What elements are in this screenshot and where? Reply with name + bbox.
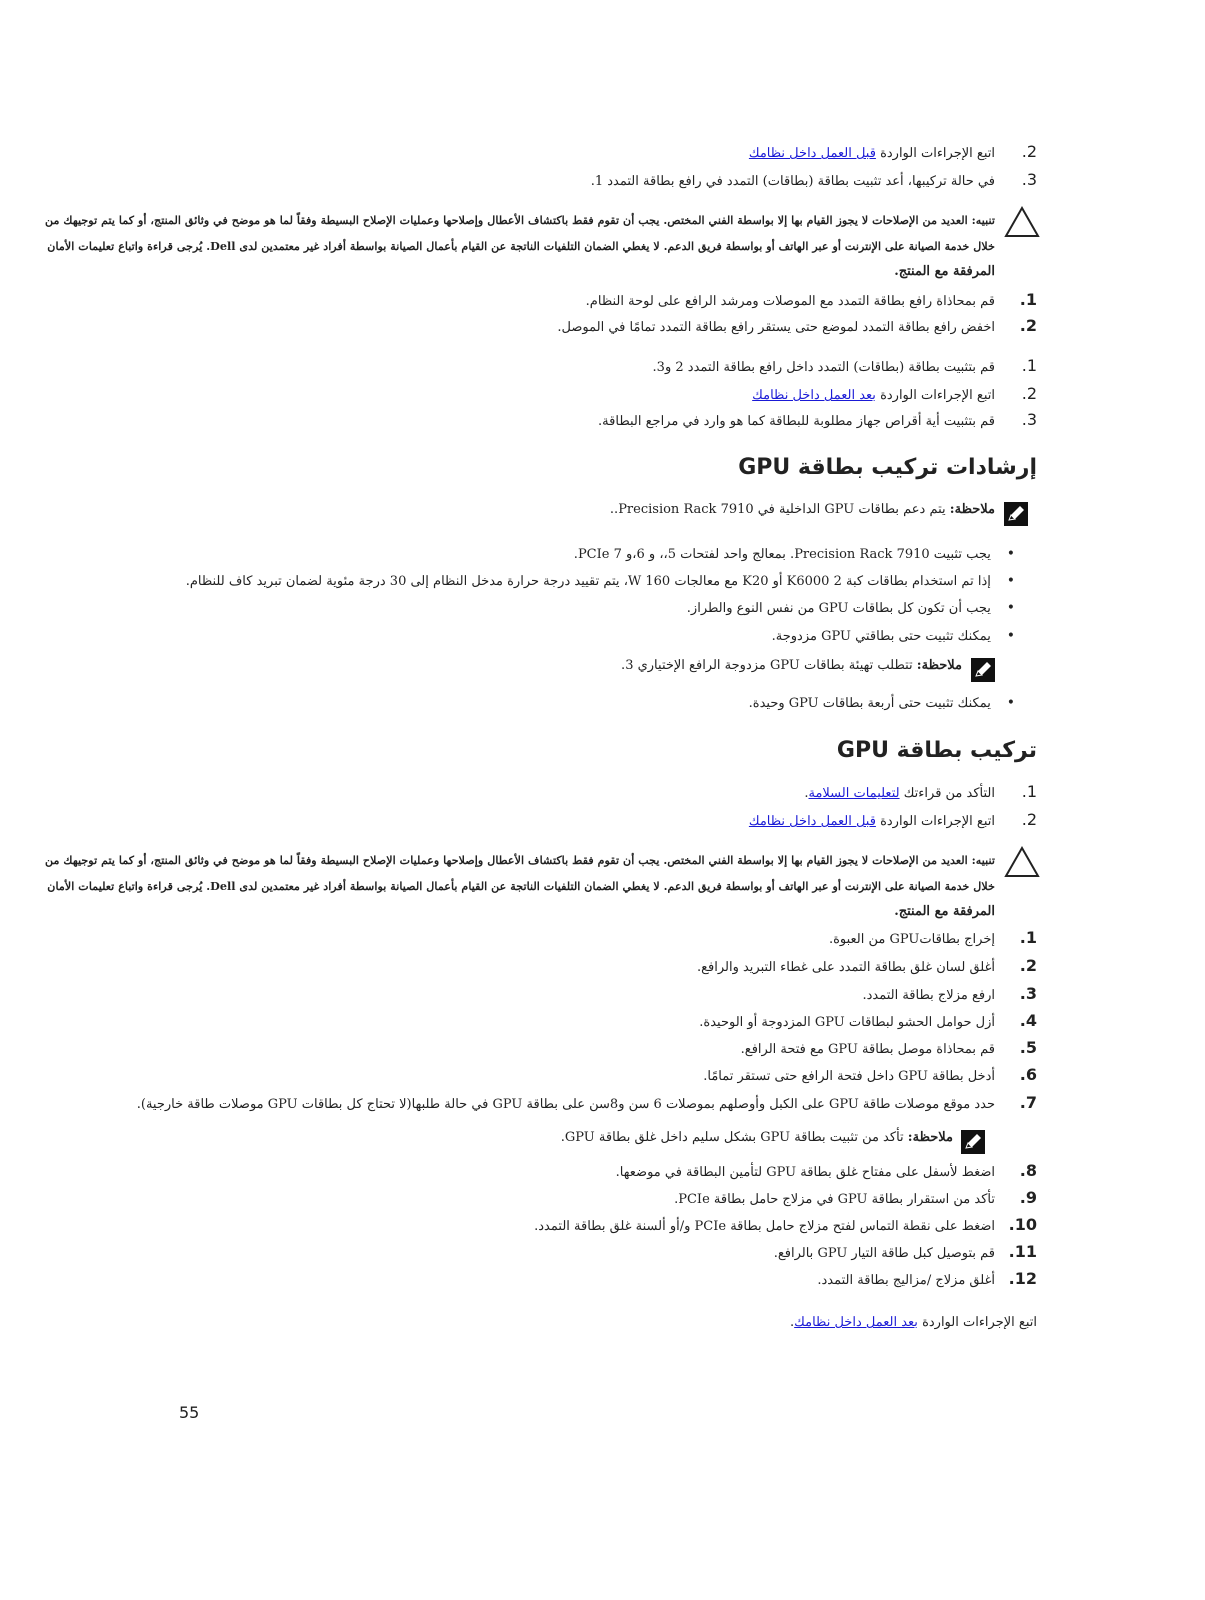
note-text: تتطلب تهيئة بطاقات GPU مزدوجة الرافع الإختياري 3. xyxy=(621,658,913,673)
step-text: قم بتوصيل كبل طاقة التيار GPU بالرافع. xyxy=(773,1246,995,1261)
step-text: أغلق لسان غلق بطاقة التمدد على غطاء التبريد والرافع. xyxy=(696,960,995,975)
bullet-dot: • xyxy=(1006,695,1015,711)
step-number: 1. xyxy=(1019,928,1037,947)
caution-line: المرفقة مع المنتج. xyxy=(894,904,995,919)
note-label: ملاحظة: xyxy=(907,1130,953,1145)
bullet-item xyxy=(749,692,1015,715)
note-pencil-icon xyxy=(1003,501,1029,527)
step-number: 9. xyxy=(1019,1188,1037,1207)
step-item xyxy=(598,409,1037,433)
step-number: 1. xyxy=(1021,356,1037,375)
step-number: 8. xyxy=(1019,1161,1037,1180)
note-line xyxy=(621,653,962,679)
step-item xyxy=(674,1187,1037,1211)
step-number: 1. xyxy=(1021,782,1037,801)
step-number: 6. xyxy=(1019,1065,1037,1084)
step-text: قم بمحاذاة رافع بطاقة التمدد مع الموصلات ومرشد الرافع على لوحة النظام. xyxy=(585,294,995,309)
section-heading: تركيب بطاقة GPU xyxy=(836,738,1037,763)
step-number: 10. xyxy=(1008,1215,1037,1234)
section-heading: إرشادات تركيب بطاقة GPU xyxy=(738,455,1037,480)
step-text: التأكد من قراءتك لتعليمات السلامة. xyxy=(804,786,995,801)
link-after-working[interactable]: بعد العمل داخل نظامك xyxy=(752,388,876,403)
bullet-text: يمكنك تثبيت حتى بطاقتي GPU مزدوجة. xyxy=(771,629,991,644)
step-text: اخفض رافع بطاقة التمدد لموضع حتى يستقر رافع بطاقة التمدد تمامًا في الموصل. xyxy=(557,320,995,335)
link-after-working[interactable]: بعد العمل داخل نظامك xyxy=(794,1315,918,1330)
step-text: اتبع الإجراءات الواردة قبل العمل داخل نظامك xyxy=(748,814,995,829)
bullet-item xyxy=(772,625,1015,648)
step-text: في حالة تركيبها، أعد تثبيت بطاقة (بطاقات) التمدد في رافع بطاقة التمدد 1. xyxy=(590,174,995,189)
step-item xyxy=(829,927,1037,951)
caution-line: تنبيه: العديد من الإصلاحات لا يجوز القيام بها إلا بواسطة الفني المختص. يجب أن تقوم فقط باكتشاف الأعطال وإصلاحها وعمليات الإصلاح البسيطة وفقاً لما هو موضح في وثائق المنتج، أو كما يتم توجيهك من xyxy=(45,213,995,227)
step-item xyxy=(557,315,1037,339)
step-number: 2. xyxy=(1019,316,1037,335)
step-item xyxy=(591,169,1037,193)
step-number: 2. xyxy=(1021,384,1037,403)
step-text: اضغط على نقطة التماس لفتح مزلاج حامل بطاقة PCIe و/أو ألسنة غلق بطاقة التمدد. xyxy=(534,1219,995,1234)
step-text: قم بمحاذاة موصل بطاقة GPU مع فتحة الرافع. xyxy=(740,1042,995,1057)
note-pencil-icon xyxy=(970,657,996,683)
caution-line: خلال خدمة الصيانة على الإنترنت أو عبر الهاتف أو بواسطة فريق الدعم. لا يغطي الضمان التلفيات الناتجة عن القيام بأعمال الصيانة بواسطة أفراد غير معتمدين لدى Dell. يُرجى قراءة واتباع تعليمات الأمان xyxy=(47,239,995,253)
note-pencil-icon xyxy=(960,1129,986,1155)
step-text: أغلق مزلاج /مزاليج بطاقة التمدد. xyxy=(817,1273,995,1288)
bullet-item xyxy=(574,543,1015,566)
note-label: ملاحظة: xyxy=(949,502,995,517)
step-text: قم بتثبيت بطاقة (بطاقات) التمدد داخل رافع بطاقة التمدد 2 و3. xyxy=(652,360,995,375)
step-number: 5. xyxy=(1019,1038,1037,1057)
step-number: 3. xyxy=(1021,410,1037,429)
bullet-item xyxy=(186,570,1015,593)
step-text: أدخل بطاقة GPU داخل فتحة الرافع حتى تستقر تمامًا. xyxy=(703,1069,995,1084)
note-label: ملاحظة: xyxy=(916,658,962,673)
step-item xyxy=(699,1010,1037,1034)
step-text: اضغط لأسفل على مفتاح غلق بطاقة GPU لتأمين البطاقة في موضعها. xyxy=(615,1165,995,1180)
caution-line: تنبيه: العديد من الإصلاحات لا يجوز القيام بها إلا بواسطة الفني المختص. يجب أن تقوم فقط باكتشاف الأعطال وإصلاحها وعمليات الإصلاح البسيطة وفقاً لما هو موضح في وثائق المنتج، أو كما يتم توجيهك من xyxy=(45,853,995,867)
note-line xyxy=(561,1125,953,1151)
step-item xyxy=(774,1241,1037,1265)
step-text: اتبع الإجراءات الواردة بعد العمل داخل نظامك xyxy=(752,388,995,403)
link-before-working[interactable]: قبل العمل داخل نظامك xyxy=(748,814,876,829)
page-number: 55 xyxy=(179,1403,200,1422)
step-item xyxy=(697,955,1037,979)
step-text: ارفع مزلاج بطاقة التمدد. xyxy=(862,988,995,1003)
step-item xyxy=(817,1268,1037,1292)
step-item xyxy=(653,355,1037,379)
step-item xyxy=(804,781,1037,805)
step-item xyxy=(749,809,1037,833)
final-step: اتبع الإجراءات الواردة بعد العمل داخل نظامك. xyxy=(790,1315,1037,1330)
step-item xyxy=(703,1064,1037,1088)
step-number: 4. xyxy=(1019,1011,1037,1030)
bullet-text: يجب أن تكون كل بطاقات GPU من نفس النوع والطراز. xyxy=(686,601,991,616)
step-item xyxy=(741,1037,1037,1061)
step-item xyxy=(616,1160,1037,1184)
step-number: 1. xyxy=(1019,290,1037,309)
caution-block xyxy=(45,207,995,285)
step-number: 2. xyxy=(1021,142,1037,161)
caution-triangle-icon xyxy=(1004,846,1040,878)
bullet-text: يمكنك تثبيت حتى أربعة بطاقات GPU وحيدة. xyxy=(748,696,991,711)
bullet-text: يجب تثبيت Precision Rack 7910. بمعالج واحد لفتحات 5،، و 6،و 7 PCIe. xyxy=(573,547,991,562)
note-line xyxy=(610,497,995,523)
caution-line: خلال خدمة الصيانة على الإنترنت أو عبر الهاتف أو بواسطة فريق الدعم. لا يغطي الضمان التلفيات الناتجة عن القيام بأعمال الصيانة بواسطة أفراد غير معتمدين لدى Dell. يُرجى قراءة واتباع تعليمات الأمان xyxy=(47,879,995,893)
step-item xyxy=(752,383,1037,407)
step-number: 3. xyxy=(1019,984,1037,1003)
caution-line: المرفقة مع المنتج. xyxy=(894,264,995,279)
step-number: 11. xyxy=(1008,1242,1037,1261)
step-number: 3. xyxy=(1021,170,1037,189)
step-number: 2. xyxy=(1019,956,1037,975)
step-text: إخراج بطاقاتGPU من العبوة. xyxy=(828,932,995,947)
bullet-text: إذا تم استخدام بطاقات كبة K6000 2 أو K20 مع معالجات W 160، يتم تقييد درجة حرارة مدخل النظام إلى 30 درجة مئوية لضمان تبريد كاف للنظام. xyxy=(185,574,991,589)
step-item xyxy=(862,983,1037,1007)
step-number: 12. xyxy=(1008,1269,1037,1288)
step-item xyxy=(137,1092,1037,1116)
step-item xyxy=(534,1214,1037,1238)
step-item xyxy=(749,141,1037,165)
caution-triangle-icon xyxy=(1004,206,1040,238)
caution-block xyxy=(45,847,995,925)
note-text: يتم دعم بطاقات GPU الداخلية في Precision Rack 7910.. xyxy=(609,502,946,517)
step-text: اتبع الإجراءات الواردة قبل العمل داخل نظامك xyxy=(748,146,995,161)
bullet-dot: • xyxy=(1006,546,1015,562)
step-text: تأكد من استقرار بطاقة GPU في مزلاج حامل بطاقة PCIe. xyxy=(674,1192,995,1207)
step-number: 2. xyxy=(1021,810,1037,829)
step-number: 7. xyxy=(1019,1093,1037,1112)
note-text: تأكد من تثبيت بطاقة GPU بشكل سليم داخل غلق بطاقة GPU. xyxy=(560,1130,904,1145)
step-text: أزل حوامل الحشو لبطاقات GPU المزدوجة أو الوحيدة. xyxy=(699,1015,995,1030)
step-text: حدد موقع موصلات طاقة GPU على الكبل وأوصلهم بموصلات 6 سن و8سن على بطاقة GPU في حالة طلبها(لا تحتاج كل بطاقات GPU موصلات طاقة خارجية). xyxy=(136,1097,995,1112)
link-before-working[interactable]: قبل العمل داخل نظامك xyxy=(748,146,876,161)
bullet-dot: • xyxy=(1006,573,1015,589)
link-safety-instructions[interactable]: لتعليمات السلامة xyxy=(808,786,900,801)
bullet-item xyxy=(687,597,1015,620)
step-item xyxy=(586,289,1037,313)
bullet-dot: • xyxy=(1006,600,1015,616)
bullet-dot: • xyxy=(1006,628,1015,644)
step-text: قم بتثبيت أية أقراص جهاز مطلوبة للبطاقة كما هو وارد في مراجع البطاقة. xyxy=(598,414,995,429)
